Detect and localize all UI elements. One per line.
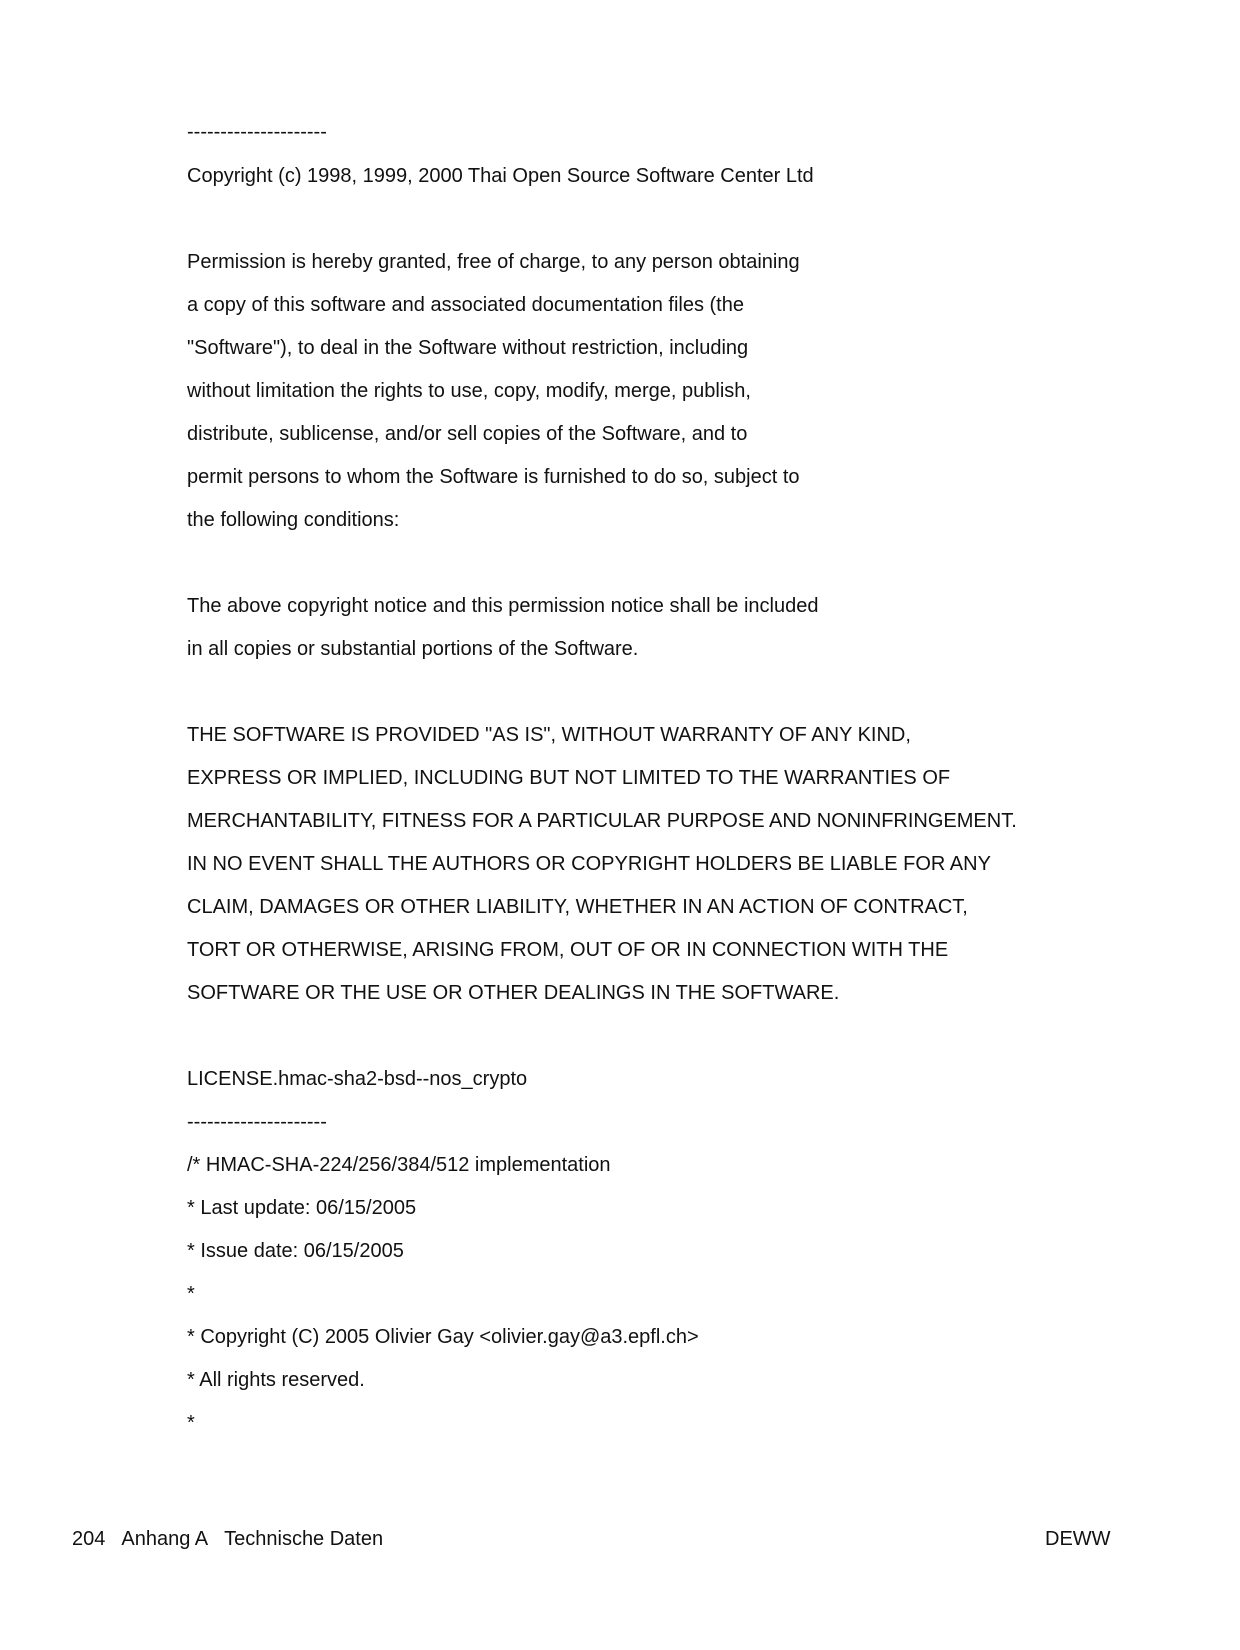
- section-label: Technische Daten: [224, 1528, 384, 1550]
- permission-line: distribute, sublicense, and/or sell copies of the Software, and to: [187, 423, 748, 445]
- permission-line: without limitation the rights to use, copy, modify, merge, publish,: [187, 380, 751, 402]
- separator-line: ---------------------: [187, 121, 327, 143]
- code-comment-line: * Last update: 06/15/2005: [187, 1197, 417, 1219]
- warranty-line: THE SOFTWARE IS PROVIDED "AS IS", WITHOUT WARRANTY OF ANY KIND,: [187, 724, 911, 746]
- permission-line: "Software"), to deal in the Software without restriction, including: [187, 337, 749, 359]
- locale-code: DEWW: [1045, 1528, 1111, 1550]
- code-comment-line: * All rights reserved.: [187, 1369, 365, 1391]
- copyright-line: Copyright (c) 1998, 1999, 2000 Thai Open Source Software Center Ltd: [187, 165, 814, 187]
- code-comment-line: *: [187, 1283, 195, 1305]
- warranty-line: MERCHANTABILITY, FITNESS FOR A PARTICULAR PURPOSE AND NONINFRINGEMENT.: [187, 810, 1017, 832]
- code-comment-line: *: [187, 1412, 195, 1434]
- warranty-line: CLAIM, DAMAGES OR OTHER LIABILITY, WHETHER IN AN ACTION OF CONTRACT,: [187, 896, 968, 918]
- license-title: LICENSE.hmac-sha2-bsd--nos_crypto: [187, 1068, 528, 1090]
- code-comment-line: * Issue date: 06/15/2005: [187, 1240, 404, 1262]
- permission-line: a copy of this software and associated documentation files (the: [187, 294, 744, 316]
- notice-line: in all copies or substantial portions of the Software.: [187, 638, 639, 660]
- permission-line: Permission is hereby granted, free of charge, to any person obtaining: [187, 251, 800, 273]
- warranty-line: SOFTWARE OR THE USE OR OTHER DEALINGS IN THE SOFTWARE.: [187, 982, 840, 1004]
- permission-line: permit persons to whom the Software is furnished to do so, subject to: [187, 466, 800, 488]
- chapter-label: Anhang A: [121, 1528, 209, 1550]
- warranty-line: TORT OR OTHERWISE, ARISING FROM, OUT OF OR IN CONNECTION WITH THE: [187, 939, 949, 961]
- page-number: 204: [72, 1528, 106, 1550]
- code-comment-line: * Copyright (C) 2005 Olivier Gay <olivier.gay@a3.epfl.ch>: [187, 1326, 699, 1348]
- code-comment-line: /* HMAC-SHA-224/256/384/512 implementation: [187, 1154, 611, 1176]
- warranty-line: IN NO EVENT SHALL THE AUTHORS OR COPYRIGHT HOLDERS BE LIABLE FOR ANY: [187, 853, 991, 875]
- page-footer: [72, 1527, 399, 1551]
- warranty-line: EXPRESS OR IMPLIED, INCLUDING BUT NOT LIMITED TO THE WARRANTIES OF: [187, 767, 951, 789]
- separator-line: ---------------------: [187, 1111, 327, 1133]
- permission-line: the following conditions:: [187, 509, 400, 531]
- notice-line: The above copyright notice and this permission notice shall be included: [187, 595, 819, 617]
